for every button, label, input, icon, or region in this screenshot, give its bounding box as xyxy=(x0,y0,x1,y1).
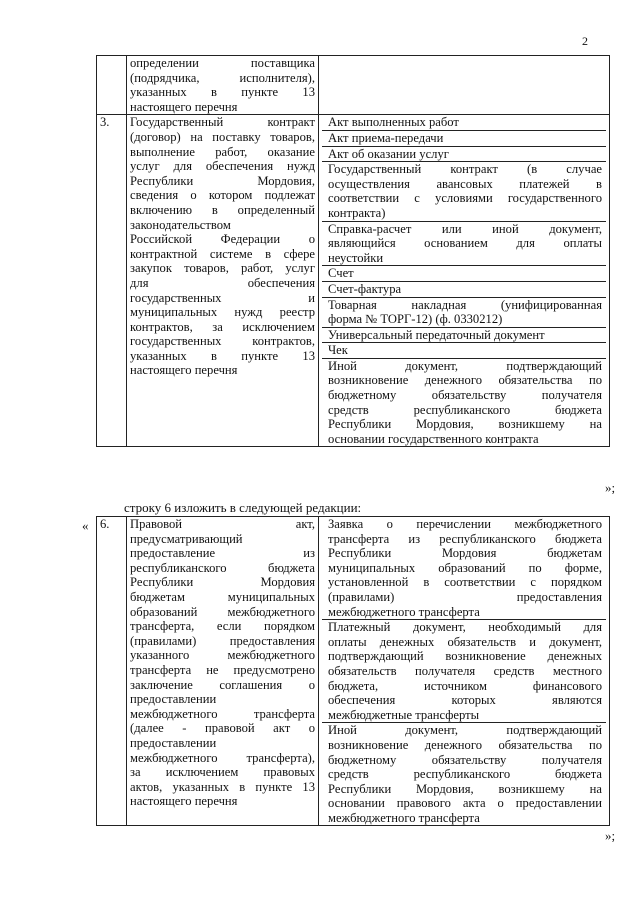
text-line: муниципальных образований по форме, xyxy=(328,560,602,575)
text-line: контракта) xyxy=(328,205,386,220)
text-line: актов, указанных в пункте 13 xyxy=(130,779,315,794)
text-line: закупок товаров, работ, услуг xyxy=(130,261,315,276)
text-line: Государственный контракт (в случае xyxy=(328,162,602,177)
document-item xyxy=(322,298,606,328)
text-line: основании правового акта о предоставлении xyxy=(328,796,602,811)
row-documents-cell xyxy=(319,56,610,115)
text-line: Товарная накладная (унифицированная xyxy=(328,297,602,312)
text-line: трансферта не предусмотрено xyxy=(130,662,315,677)
document-item xyxy=(322,115,606,131)
text-line: Иной документ, подтверждающий xyxy=(328,358,602,373)
text-line: выполнение работ, оказание xyxy=(130,144,315,159)
text-line: Республики Мордовия, возникшему на xyxy=(328,781,602,796)
text-line: Республики Мордовия бюджетам xyxy=(328,546,602,561)
text-line: обязательств получателя средств местного xyxy=(328,663,602,678)
document-item xyxy=(322,343,606,359)
text-line: контрактов, за исключением xyxy=(130,319,315,334)
text-line: (правилами) предоставления xyxy=(130,633,315,648)
document-item xyxy=(322,266,606,282)
text-line: межбюджетного трансферта xyxy=(130,706,315,721)
text-line: межбюджетного трансферта), xyxy=(130,750,315,765)
text-line: предоставлении xyxy=(130,692,217,707)
text-line: средств республиканского бюджета xyxy=(328,767,602,782)
row-description xyxy=(127,517,319,826)
text-line: бюджетному обязательству получателя xyxy=(328,388,602,403)
text-line: возникновение денежного обязательства по xyxy=(328,373,602,388)
text-line: сведения о котором подлежат xyxy=(130,188,315,203)
text-line: Акт выполненных работ xyxy=(328,115,459,130)
text-line: настоящего перечня xyxy=(130,363,238,378)
text-line: установленной в соответствии с порядком xyxy=(328,575,602,590)
text-line: Чек xyxy=(328,343,348,358)
text-line: Акт приема-передачи xyxy=(328,130,444,145)
text-line: возникновение денежного обязательства по xyxy=(328,737,602,752)
text-line: Счет-фактура xyxy=(328,281,402,296)
text-line: указанных в пункте 13 xyxy=(130,85,315,100)
text-line: настоящего перечня xyxy=(130,794,238,809)
table-row-3 xyxy=(97,115,610,447)
document-table-2 xyxy=(96,516,610,826)
document-item xyxy=(322,282,606,298)
text-line: Платежный документ, необходимый для xyxy=(328,620,602,635)
text-line: Республики Мордовия xyxy=(130,575,315,590)
text-line: Правовой акт, xyxy=(130,517,315,531)
opening-quote: « xyxy=(82,518,89,533)
text-line: трансферта из республиканского бюджета xyxy=(328,531,602,546)
text-line: указанного межбюджетного xyxy=(130,648,315,663)
text-line: муниципальных нужд реестр xyxy=(130,305,315,320)
table-row-continuation xyxy=(97,56,610,115)
text-line: определении поставщика xyxy=(130,56,315,70)
text-line: (договор) на поставку товаров, xyxy=(130,129,315,144)
text-line: средств республиканского бюджета xyxy=(328,402,602,417)
text-line: указанных в пункте 13 xyxy=(130,348,315,363)
page-number: 2 xyxy=(582,34,588,48)
text-line: настоящего перечня xyxy=(130,99,238,114)
text-line: образований межбюджетного xyxy=(130,604,315,619)
text-line: подтверждающий возникновение денежных xyxy=(328,649,602,664)
text-line: законодательством xyxy=(130,217,231,232)
row-documents-list xyxy=(319,517,610,826)
text-line: форма № ТОРГ-12) (ф. 0330212) xyxy=(328,312,503,327)
text-line: трансферта, если порядком xyxy=(130,619,315,634)
document-item xyxy=(322,517,606,620)
row-number-cell xyxy=(97,56,127,115)
text-line: Республики Мордовия, возникшему на xyxy=(328,417,602,432)
document-item xyxy=(322,723,606,825)
document-item xyxy=(322,620,606,723)
text-line: межбюджетного трансферта xyxy=(328,810,480,825)
document-table-1 xyxy=(96,55,610,447)
text-line: включению в определенный xyxy=(130,202,315,217)
row-number: 3. xyxy=(97,115,127,447)
document-item xyxy=(322,359,606,447)
text-line: (правилами) предоставления xyxy=(328,589,602,604)
text-line: для обеспечения xyxy=(130,275,315,290)
text-line: бюджетному обязательству получателя xyxy=(328,752,602,767)
closing-quote: »; xyxy=(605,480,616,495)
text-line: неустойки xyxy=(328,250,384,265)
text-line: за исключением правовых xyxy=(130,765,315,780)
text-line: заключение соглашения о xyxy=(130,677,315,692)
text-line: межбюджетные трансферты xyxy=(328,707,480,722)
text-line: услуг для обеспечения нужд xyxy=(130,159,315,174)
text-line: Государственный контракт xyxy=(130,115,315,130)
text-line: республиканского бюджета xyxy=(130,560,315,575)
text-line: Акт об оказании услуг xyxy=(328,146,449,161)
row-documents-list xyxy=(319,115,610,447)
text-line: бюджетам муниципальных xyxy=(130,589,315,604)
document-item xyxy=(322,162,606,221)
text-line: (подрядчика, исполнителя), xyxy=(130,70,315,85)
row-description xyxy=(127,115,319,447)
text-line: Справка-расчет или иной документ, xyxy=(328,221,602,236)
text-line: Универсальный передаточный документ xyxy=(328,327,545,342)
document-item xyxy=(322,328,606,344)
amendment-instruction: строку 6 изложить в следующей редакции: xyxy=(124,500,362,515)
text-line: Российской Федерации о xyxy=(130,232,315,247)
document-item xyxy=(322,222,606,267)
document-item xyxy=(322,131,606,147)
text-line: бюджета, источником финансового xyxy=(328,678,602,693)
text-line: Иной документ, подтверждающий xyxy=(328,723,602,738)
text-line: предоставление из xyxy=(130,546,315,561)
text-line: межбюджетного трансферта xyxy=(328,604,480,619)
row-number: 6. xyxy=(97,517,127,826)
text-line: государственных контрактов, xyxy=(130,334,315,349)
document-item xyxy=(322,147,606,163)
text-line: государственных и xyxy=(130,290,315,305)
text-line: (далее - правовой акт о xyxy=(130,721,315,736)
text-line: осуществления авансовых платежей в xyxy=(328,176,602,191)
text-line: оплаты денежных обязательств и документ, xyxy=(328,634,602,649)
text-line: обеспечения которых являются xyxy=(328,693,602,708)
text-line: основании государственного контракта xyxy=(328,431,539,446)
text-line: предусматривающий xyxy=(130,531,243,546)
text-line: Счет xyxy=(328,266,354,281)
table-row-6 xyxy=(97,517,610,826)
text-line: соответствии с условиями государственного xyxy=(328,191,602,206)
text-line: контрактной системе в сфере xyxy=(130,246,315,261)
row-description-cell xyxy=(127,56,319,115)
closing-quote: »; xyxy=(605,828,616,843)
text-line: Республики Мордовия, xyxy=(130,173,315,188)
text-line: являющийся основанием для оплаты xyxy=(328,236,602,251)
text-line: предоставлении xyxy=(130,735,217,750)
text-line: Заявка о перечислении межбюджетного xyxy=(328,517,602,531)
